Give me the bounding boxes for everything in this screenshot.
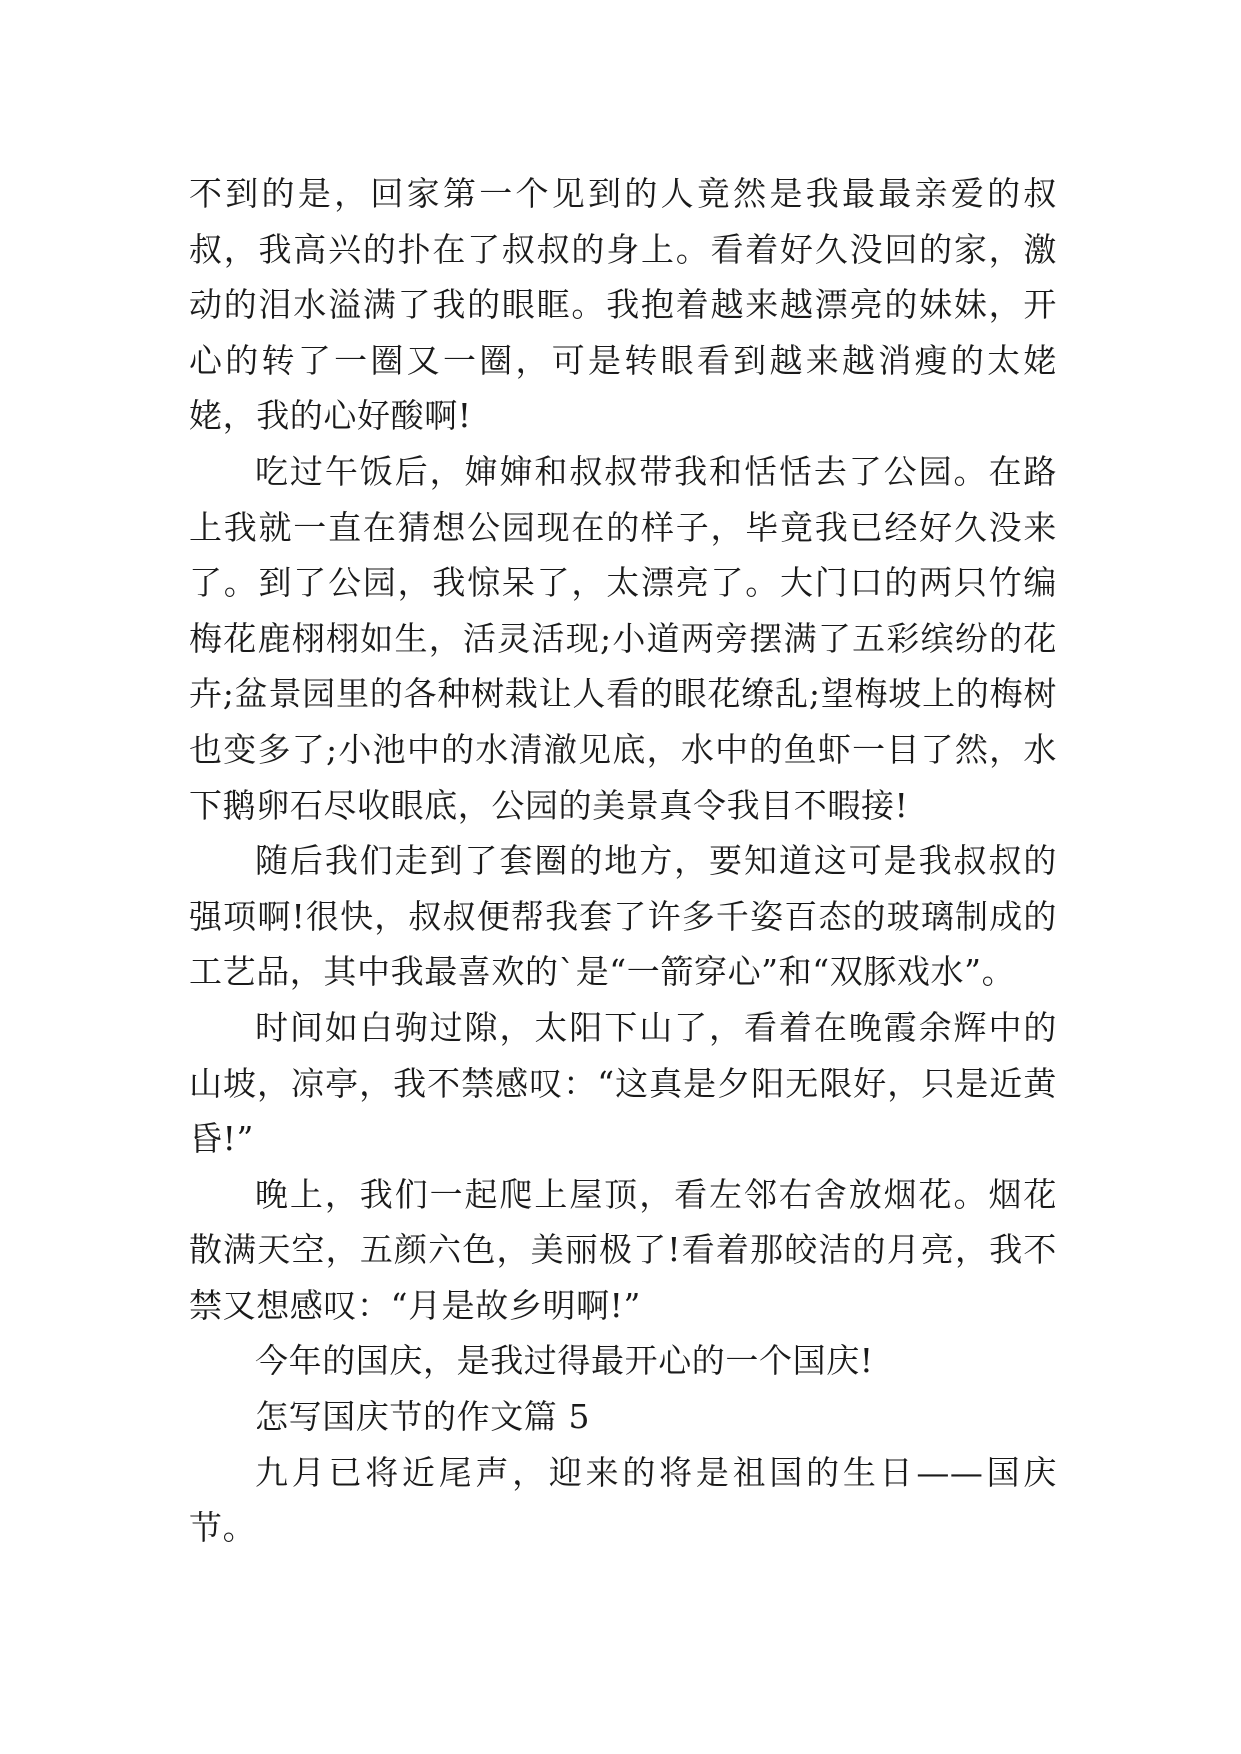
paragraph-7: 九月已将近尾声，迎来的将是祖国的生日——国庆节。 [189, 1452, 1057, 1548]
paragraph-3: 随后我们走到了套圈的地方，要知道这可是我叔叔的强项啊!很快，叔叔便帮我套了许多千姿百态的玻璃制成的工艺品，其中我最喜欢的`是“一箭穿心”和“双豚戏水”。 [189, 841, 1057, 992]
paragraph-2: 吃过午饭后，婶婶和叔叔带我和恬恬去了公园。在路上我就一直在猜想公园现在的样子，毕竟我已经好久没来了。到了公园，我惊呆了，太漂亮了。大门口的两只竹编梅花鹿栩栩如生，活灵活现;小道两旁摆满了五彩缤纷的花卉;盆景园里的各种树栽让人看的眼花缭乱;望梅坡上的梅树也变多了;小池中的水清澈见底，水中的鱼虾一目了然，水下鹅卵石尽收眼底，公园的美景真令我目不暇接! [189, 451, 1057, 825]
paragraph-5: 晚上，我们一起爬上屋顶，看左邻右舍放烟花。烟花散满天空，五颜六色，美丽极了!看着那皎洁的月亮，我不禁又想感叹：“月是故乡明啊!” [189, 1174, 1057, 1325]
section-heading: 怎写国庆节的作文篇 5 [255, 1397, 591, 1437]
document-body [189, 166, 1057, 1556]
paragraph-6: 今年的国庆，是我过得最开心的一个国庆! [255, 1341, 874, 1381]
paragraph-1: 不到的是，回家第一个见到的人竟然是我最最亲爱的叔叔，我高兴的扑在了叔叔的身上。看着好久没回的家，激动的泪水溢满了我的眼眶。我抱着越来越漂亮的妹妹，开心的转了一圈又一圈，可是转眼看到越来越消瘦的太姥姥，我的心好酸啊! [189, 174, 1057, 436]
paragraph-4: 时间如白驹过隙，太阳下山了，看着在晚霞余辉中的山坡，凉亭，我不禁感叹：“这真是夕阳无限好，只是近黄昏!” [189, 1007, 1057, 1159]
